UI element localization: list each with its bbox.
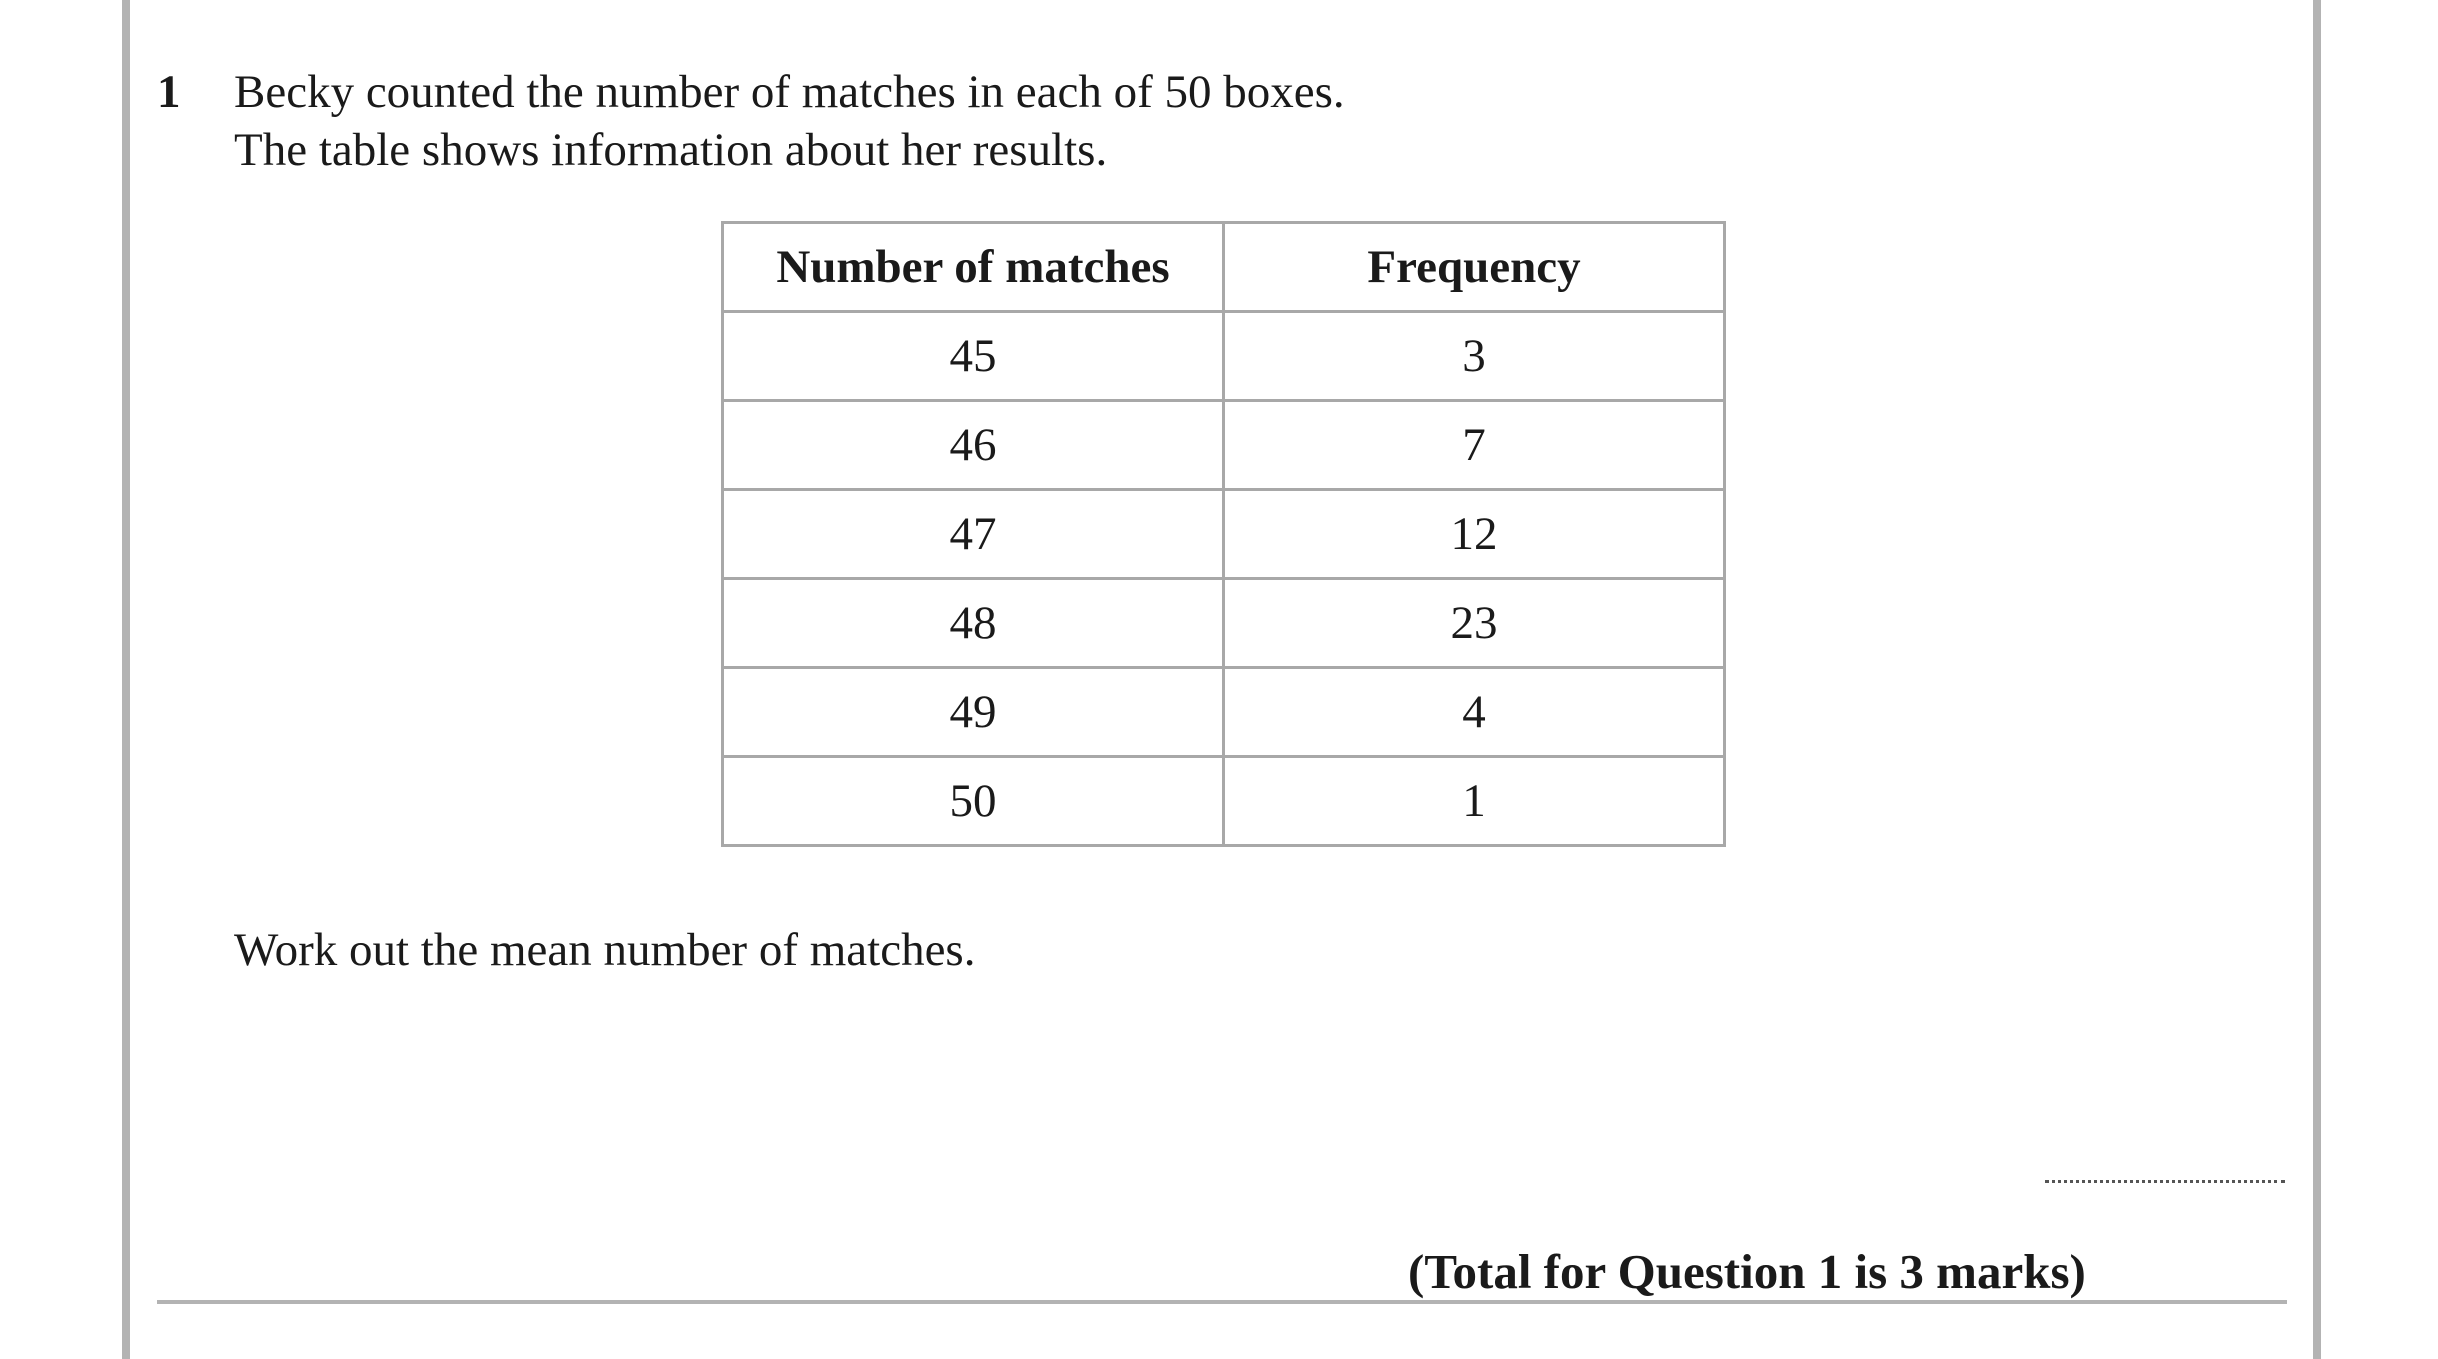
table-row — [723, 312, 1725, 401]
cell-frequency: 4 — [1224, 668, 1725, 757]
table-row — [723, 668, 1725, 757]
cell-number-of-matches: 50 — [723, 757, 1224, 846]
cell-number-of-matches: 48 — [723, 579, 1224, 668]
total-marks: (Total for Question 1 is 3 marks) — [1408, 1244, 2086, 1299]
table-row — [723, 757, 1725, 846]
answer-line[interactable] — [2045, 1180, 2285, 1183]
question-instruction: Work out the mean number of matches. — [234, 924, 976, 976]
page-border-right — [2313, 0, 2321, 1359]
bottom-divider — [157, 1300, 2287, 1304]
cell-frequency: 1 — [1224, 757, 1725, 846]
cell-frequency: 3 — [1224, 312, 1725, 401]
frequency-table — [721, 221, 1726, 847]
page-border-left — [122, 0, 130, 1359]
question-text-line-1: Becky counted the number of matches in each of 50 boxes. — [234, 66, 1345, 118]
header-frequency: Frequency — [1224, 223, 1725, 312]
question-number: 1 — [157, 66, 181, 118]
cell-number-of-matches: 45 — [723, 312, 1224, 401]
question-text-line-2: The table shows information about her results. — [234, 124, 1108, 176]
cell-frequency: 12 — [1224, 490, 1725, 579]
cell-frequency: 7 — [1224, 401, 1725, 490]
table-row — [723, 579, 1725, 668]
cell-number-of-matches: 49 — [723, 668, 1224, 757]
table-header-row — [723, 223, 1725, 312]
table-row — [723, 490, 1725, 579]
table-row — [723, 401, 1725, 490]
cell-number-of-matches: 46 — [723, 401, 1224, 490]
header-number-of-matches: Number of matches — [723, 223, 1224, 312]
cell-frequency: 23 — [1224, 579, 1725, 668]
cell-number-of-matches: 47 — [723, 490, 1224, 579]
